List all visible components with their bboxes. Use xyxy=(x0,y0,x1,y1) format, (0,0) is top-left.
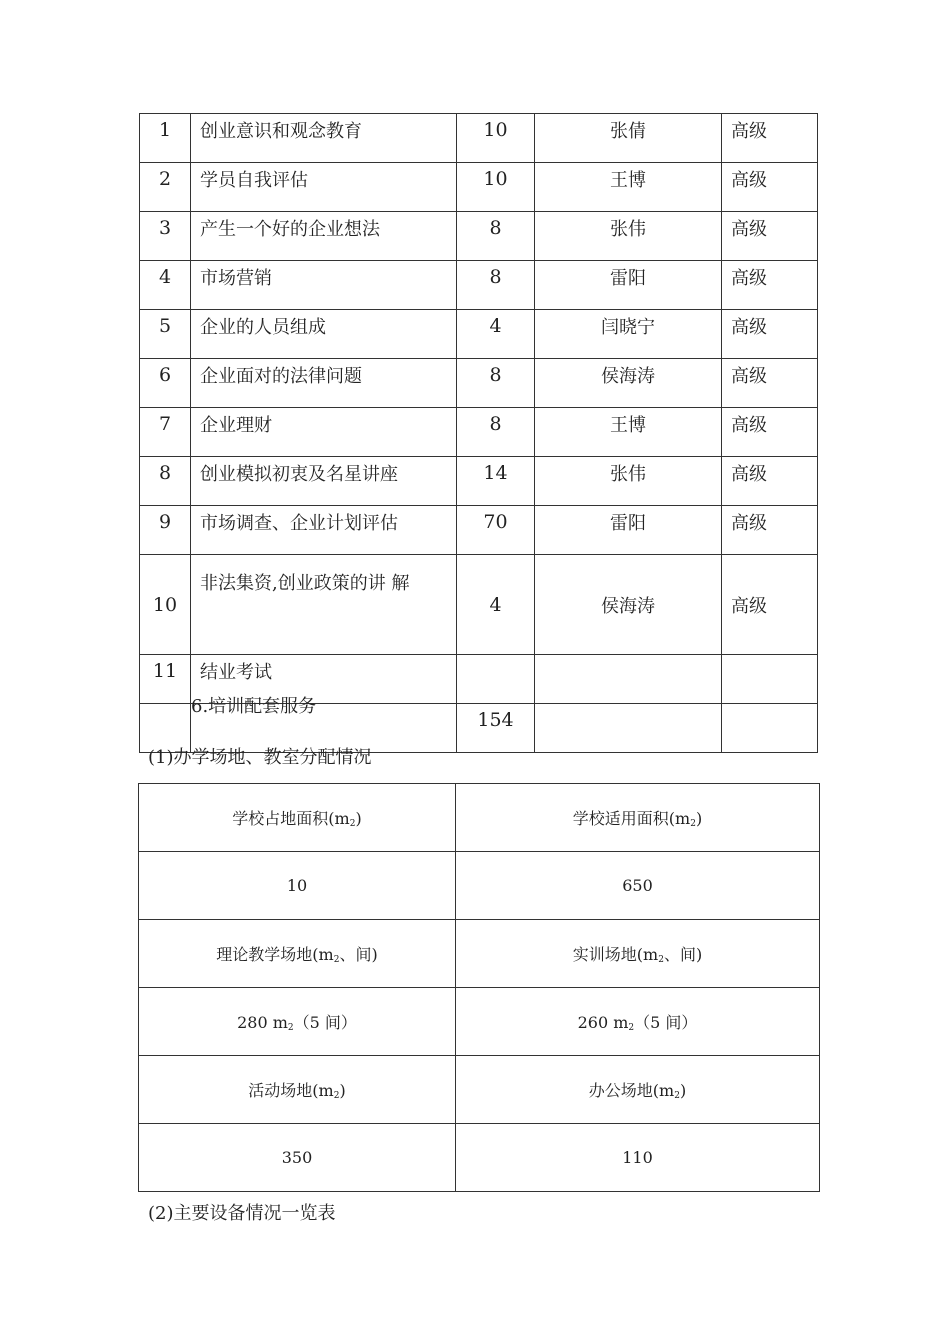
table-row xyxy=(139,920,820,988)
row-number: 9 xyxy=(140,506,191,555)
table-row xyxy=(140,457,818,506)
teacher-name: 侯海涛 xyxy=(535,555,722,655)
table-row xyxy=(140,114,818,163)
course-name: 非法集资,创业政策的讲 解 xyxy=(191,555,457,655)
table-row xyxy=(140,506,818,555)
table-row xyxy=(140,212,818,261)
table-row xyxy=(140,163,818,212)
theory-venue-label: 理论教学场地($m_2$、间) xyxy=(139,920,456,988)
training-venue-value: 260 $m_2(5$ 间） xyxy=(456,988,820,1056)
teacher-level: 高级 xyxy=(722,506,818,555)
teacher-name xyxy=(535,704,722,753)
course-hours: 14 xyxy=(457,457,535,506)
teacher-name: 王博 xyxy=(535,163,722,212)
teacher-level: 高级 xyxy=(722,114,818,163)
total-hours: 154 xyxy=(457,704,535,753)
teacher-level: 高级 xyxy=(722,212,818,261)
course-name: 企业理财 xyxy=(191,408,457,457)
school-usable-area-label: 学校适用面积$(m_2)$ xyxy=(456,784,820,852)
table-row xyxy=(140,359,818,408)
course-hours: 4 xyxy=(457,310,535,359)
row-number: 10 xyxy=(140,555,191,655)
table-row xyxy=(139,1124,820,1192)
course-name: 学员自我评估 xyxy=(191,163,457,212)
course-hours xyxy=(457,655,535,704)
theory-venue-value: 280 $m_2(5$ 间） xyxy=(139,988,456,1056)
course-hours: 8 xyxy=(457,261,535,310)
office-venue-label: 办公场地$(m_2)$ xyxy=(456,1056,820,1124)
school-area-label: 学校占地面积$(m_2)$ xyxy=(139,784,456,852)
table-row xyxy=(139,988,820,1056)
row-number: 3 xyxy=(140,212,191,261)
course-hours: 70 xyxy=(457,506,535,555)
course-hours: 8 xyxy=(457,359,535,408)
course-hours: 8 xyxy=(457,408,535,457)
teacher-level: 高级 xyxy=(722,261,818,310)
teacher-level xyxy=(722,704,818,753)
subsection-1-heading: (1)办学场地、教室分配情况 xyxy=(148,747,372,768)
teacher-name xyxy=(535,655,722,704)
course-name: 创业模拟初衷及名星讲座 xyxy=(191,457,457,506)
course-name: 结业考试 xyxy=(191,655,457,704)
teacher-name: 王博 xyxy=(535,408,722,457)
course-hours: 8 xyxy=(457,212,535,261)
row-number: 4 xyxy=(140,261,191,310)
course-name: 市场营销 xyxy=(191,261,457,310)
school-area-value: 10 xyxy=(139,852,456,920)
venue-table xyxy=(138,783,820,1192)
table-row xyxy=(140,555,818,655)
row-number: 7 xyxy=(140,408,191,457)
teacher-level: 高级 xyxy=(722,408,818,457)
course-hours: 10 xyxy=(457,114,535,163)
table-row xyxy=(140,310,818,359)
row-number: 11 xyxy=(140,655,191,704)
course-schedule-table xyxy=(139,113,818,753)
table-row xyxy=(139,852,820,920)
course-name: 创业意识和观念教育 xyxy=(191,114,457,163)
teacher-level: 高级 xyxy=(722,359,818,408)
row-number: 2 xyxy=(140,163,191,212)
course-name: 产生一个好的企业想法 xyxy=(191,212,457,261)
activity-venue-value: 350 xyxy=(139,1124,456,1192)
table-row xyxy=(139,784,820,852)
course-name: 市场调查、企业计划评估 xyxy=(191,506,457,555)
teacher-name: 雷阳 xyxy=(535,506,722,555)
teacher-name: 张伟 xyxy=(535,212,722,261)
row-number: 6 xyxy=(140,359,191,408)
teacher-level: 高级 xyxy=(722,163,818,212)
school-usable-area-value: 650 xyxy=(456,852,820,920)
teacher-name: 侯海涛 xyxy=(535,359,722,408)
teacher-name: 张倩 xyxy=(535,114,722,163)
office-venue-value: 110 xyxy=(456,1124,820,1192)
row-number: 8 xyxy=(140,457,191,506)
table-row xyxy=(140,261,818,310)
subsection-2-heading: (2)主要设备情况一览表 xyxy=(148,1203,336,1224)
table-row xyxy=(139,1056,820,1124)
course-hours: 4 xyxy=(457,555,535,655)
row-number: 1 xyxy=(140,114,191,163)
teacher-name: 张伟 xyxy=(535,457,722,506)
course-name: 企业的人员组成 xyxy=(191,310,457,359)
table-row xyxy=(140,408,818,457)
activity-venue-label: 活动场地$(m_2)$ xyxy=(139,1056,456,1124)
teacher-level: 高级 xyxy=(722,310,818,359)
teacher-level: 高级 xyxy=(722,555,818,655)
row-number: 5 xyxy=(140,310,191,359)
teacher-level xyxy=(722,655,818,704)
training-venue-label: 实训场地($m_2$、间) xyxy=(456,920,820,988)
course-name: 企业面对的法律问题 xyxy=(191,359,457,408)
course-hours: 10 xyxy=(457,163,535,212)
teacher-level: 高级 xyxy=(722,457,818,506)
section-6-heading: 6.培训配套服务 xyxy=(191,696,317,717)
teacher-name: 雷阳 xyxy=(535,261,722,310)
teacher-name: 闫晓宁 xyxy=(535,310,722,359)
